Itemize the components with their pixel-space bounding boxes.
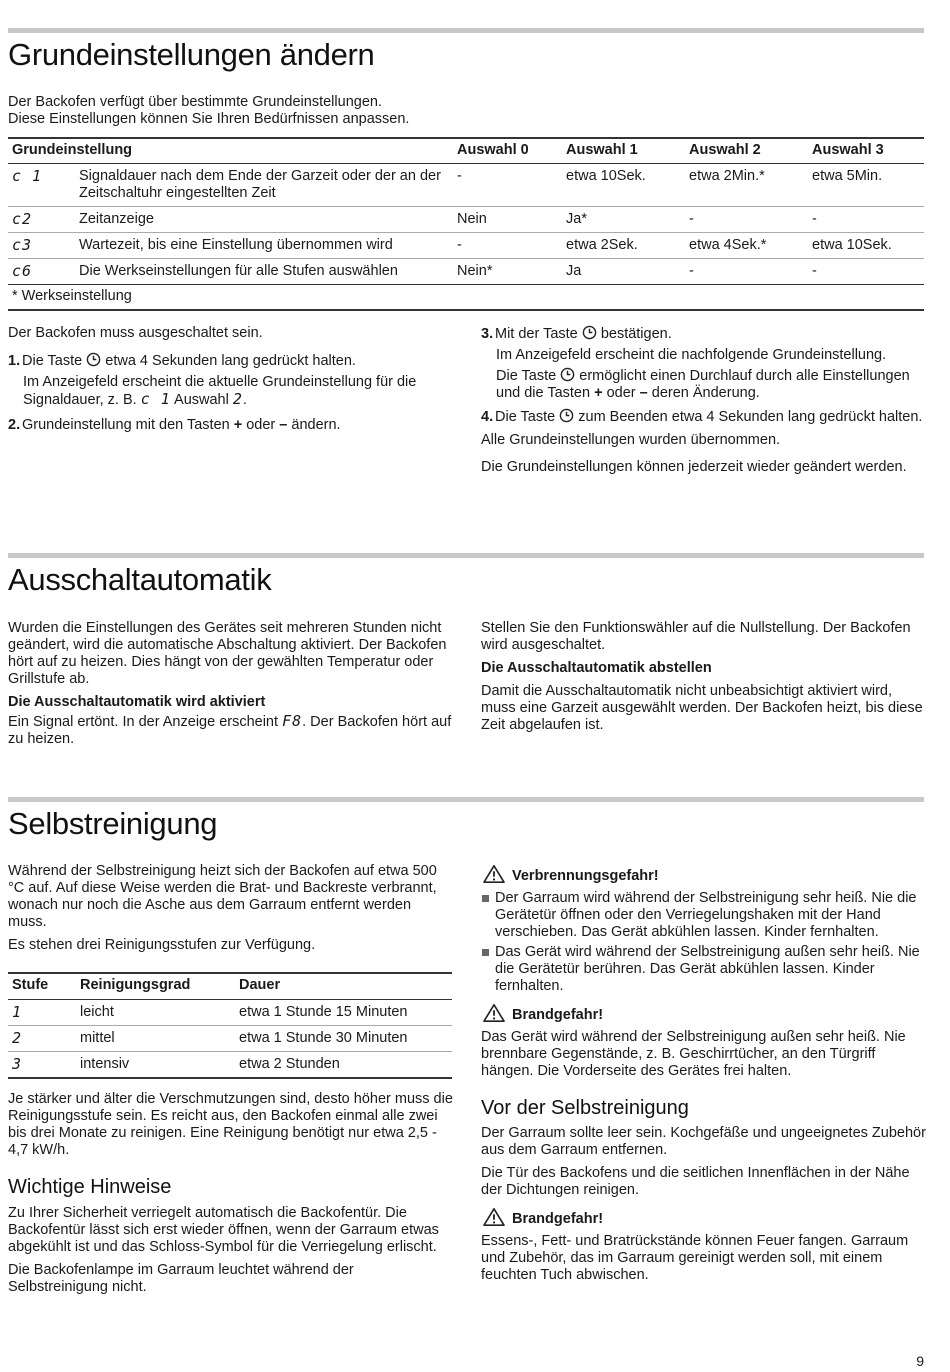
table-footnote-row xyxy=(8,285,924,311)
option-3: etwa 5Min. xyxy=(808,164,924,207)
paragraph: Die Tür des Backofens und die seitlichen Innenflächen in der Nähe der Dichtungen reinigen. xyxy=(481,1165,910,1198)
step-text: oder xyxy=(246,417,276,433)
option-3: - xyxy=(808,259,924,285)
ausschalt-right-column xyxy=(481,620,926,740)
option-2: - xyxy=(685,259,808,285)
warning-triangle-icon xyxy=(481,1207,507,1227)
warning-heading xyxy=(481,1003,926,1024)
paragraph xyxy=(8,713,453,748)
setting-description: Die Werkseinstellungen für alle Stufen auswählen xyxy=(75,259,453,285)
step-detail-text: deren Änderung. xyxy=(651,385,760,401)
subsection-title-wichtige-hinweise: Wichtige Hinweise xyxy=(8,1176,172,1198)
option-3: - xyxy=(808,207,924,233)
clock-icon xyxy=(559,408,574,423)
warning-title: Brandgefahr! xyxy=(512,1007,604,1023)
step-text: zum Beenden etwa 4 Sekunden lang gedrückt halten. xyxy=(578,409,923,425)
setting-description: Zeitanzeige xyxy=(75,207,453,233)
paragraph: Der Garraum sollte leer sein. Kochgefäße und ungeeignetes Zubehör aus dem Garraum entfernen. xyxy=(481,1125,926,1158)
clock-icon xyxy=(86,352,101,367)
table-footnote: * Werkseinstellung xyxy=(8,285,924,311)
warning-bullet: Das Gerät wird während der Selbstreinigung außen sehr heiß. Nie die Gerätetür berühren. Das Gerät abkühlen lassen. Kinder fernhalten. xyxy=(481,944,926,995)
intro-text xyxy=(8,94,468,128)
section-divider xyxy=(8,28,924,33)
paragraph: Essens-, Fett- und Bratrückstände können Feuer fangen. Garraum und Zubehör, das im Garraum gereinigt werden soll, mit einem feuchten Tuch abwischen. xyxy=(481,1233,909,1283)
table-row xyxy=(8,164,924,207)
selbstreinigung-left-lower xyxy=(8,1091,453,1302)
clock-icon xyxy=(560,367,575,382)
step-detail-text: oder xyxy=(606,385,636,401)
paragraph-text: Ein Signal ertönt. In der Anzeige erscheint xyxy=(8,714,279,730)
section-title-selbstreinigung: Selbstreinigung xyxy=(8,806,218,841)
cleaning-duration: etwa 2 Stunden xyxy=(235,1052,452,1079)
step-text: Die Taste xyxy=(495,409,556,425)
cleaning-levels-table xyxy=(8,972,452,1079)
option-1: etwa 2Sek. xyxy=(562,233,685,259)
plus-key-icon: + xyxy=(594,385,603,401)
display-code: 1 xyxy=(8,1000,76,1026)
warning-title: Brandgefahr! xyxy=(512,1211,604,1227)
step-detail-text: Auswahl xyxy=(174,392,229,408)
clock-icon xyxy=(582,325,597,340)
warning-bullet: Der Garraum wird während der Selbstreinigung sehr heiß. Nie die Gerätetür öffnen oder den Verriegelungshaken mit der Hand verschieben. Das Gerät abkühlen lassen. Kinder fernhalten. xyxy=(481,890,926,941)
intro-line: Diese Einstellungen können Sie Ihren Bedürfnissen anpassen. xyxy=(8,111,410,127)
warning-triangle-icon xyxy=(481,1003,507,1023)
setting-description: Signaldauer nach dem Ende der Garzeit oder der an der Zeitschaltuhr eingestellten Zeit xyxy=(75,164,453,207)
option-2: etwa 4Sek.* xyxy=(685,233,808,259)
warning-title: Verbrennungsgefahr! xyxy=(512,868,659,884)
option-0: - xyxy=(453,233,562,259)
subsection-title-vor-der-selbstreinigung: Vor der Selbstreinigung xyxy=(481,1097,689,1119)
display-code: c2 xyxy=(8,207,75,233)
section-divider xyxy=(8,553,924,558)
ausschalt-left-column xyxy=(8,620,453,754)
result-text: Alle Grundeinstellungen wurden übernommen. xyxy=(481,432,781,448)
paragraph: Die Backofenlampe im Garraum leuchtet während der Selbstreinigung nicht. xyxy=(8,1262,354,1295)
steps-left-column xyxy=(8,325,453,434)
step-3 xyxy=(481,325,926,343)
display-code: 2 xyxy=(232,390,243,408)
note-text: Die Grundeinstellungen können jederzeit wieder geändert werden. xyxy=(481,459,907,475)
step-number: 3. xyxy=(481,326,494,342)
paragraph-text: . Der Backofen hört auf zu heizen. xyxy=(8,714,452,747)
step-2 xyxy=(8,417,453,434)
intro-line: Der Backofen verfügt über bestimmte Grundeinstellungen. xyxy=(8,94,382,110)
option-2: - xyxy=(685,207,808,233)
setting-description: Wartezeit, bis eine Einstellung übernommen wird xyxy=(75,233,453,259)
subheading: Die Ausschaltautomatik wird aktiviert xyxy=(8,694,266,710)
step-3-detail xyxy=(481,347,926,402)
display-code: c 1 xyxy=(140,390,171,408)
paragraph: Je stärker und älter die Verschmutzungen sind, desto höher muss die Reinigungsstufe sein. Es reicht aus, den Backofen einmal alle zwei bis drei Monate zu reinigen. Eine Reinigung benötigt nur etwa 2,5 - 4,7 kW/h. xyxy=(8,1091,453,1158)
cleaning-grade: leicht xyxy=(76,1000,235,1026)
table-header: Auswahl 3 xyxy=(808,138,924,164)
step-number: 2. xyxy=(8,417,21,433)
paragraph: Während der Selbstreinigung heizt sich der Backofen auf etwa 500 °C auf. Auf diese Weise werden die Brat- und Backreste verbrannt, wonach nur noch die Asche aus dem Garraum entfernt werden muss. xyxy=(8,863,437,930)
step-text: Die Taste xyxy=(22,353,83,369)
display-code: 3 xyxy=(8,1052,76,1079)
precondition-text: Der Backofen muss ausgeschaltet sein. xyxy=(8,325,263,341)
step-1-detail xyxy=(8,374,453,409)
step-number: 4. xyxy=(481,409,494,425)
step-text: Grundeinstellung mit den Tasten xyxy=(22,417,230,433)
minus-key-icon: – xyxy=(279,417,288,433)
option-0: Nein xyxy=(453,207,562,233)
display-code: c 1 xyxy=(8,164,75,207)
option-1: Ja* xyxy=(562,207,685,233)
selbstreinigung-intro xyxy=(8,863,453,960)
minus-key-icon: – xyxy=(639,385,648,401)
plus-key-icon: + xyxy=(233,417,243,433)
section-title-ausschaltautomatik: Ausschaltautomatik xyxy=(8,562,272,597)
step-detail-text: Die Taste xyxy=(496,368,557,384)
display-code: c3 xyxy=(8,233,75,259)
table-row xyxy=(8,233,924,259)
step-detail-text: . xyxy=(242,392,247,408)
option-2: etwa 2Min.* xyxy=(685,164,808,207)
table-row xyxy=(8,1026,452,1052)
subheading: Die Ausschaltautomatik abstellen xyxy=(481,660,712,676)
table-header: Dauer xyxy=(235,973,452,1000)
cleaning-grade: mittel xyxy=(76,1026,235,1052)
paragraph: Das Gerät wird während der Selbstreinigung außen sehr heiß. Nie brennbare Gegenstände, z. B. Geschirrtücher, an den Türgriff hängen. Die Vorderseite des Gerätes frei halten. xyxy=(481,1029,906,1079)
option-1: Ja xyxy=(562,259,685,285)
table-header: Auswahl 0 xyxy=(453,138,562,164)
option-0: Nein* xyxy=(453,259,562,285)
paragraph: Wurden die Einstellungen des Gerätes seit mehreren Stunden nicht geändert, wird die automatische Abschaltung aktiviert. Der Backofen hört auf zu heizen. Dies hängt von der gewählten Temperatur oder Grillstufe ab. xyxy=(8,620,447,687)
table-header: Grundeinstellung xyxy=(8,138,453,164)
display-code: F8 xyxy=(282,712,303,730)
paragraph: Damit die Ausschaltautomatik nicht unbeabsichtigt aktiviert wird, muss eine Garzeit ausgewählt werden. Der Backofen heizt, bis diese Zeit abgelaufen ist. xyxy=(481,683,923,733)
table-header-row xyxy=(8,138,924,164)
step-detail-text: ermöglicht einen Durchlauf durch alle Einstellungen und die Tasten xyxy=(496,368,910,401)
step-1 xyxy=(8,352,453,370)
step-text: bestätigen. xyxy=(600,326,672,342)
paragraph: Stellen Sie den Funktionswähler auf die Nullstellung. Der Backofen wird ausgeschaltet. xyxy=(481,620,911,653)
table-row xyxy=(8,259,924,285)
step-text: ändern. xyxy=(291,417,341,433)
section-title-grundeinstellungen: Grundeinstellungen ändern xyxy=(8,37,375,72)
section-divider xyxy=(8,797,924,802)
cleaning-duration: etwa 1 Stunde 30 Minuten xyxy=(235,1026,452,1052)
warning-triangle-icon xyxy=(481,864,507,884)
settings-table xyxy=(8,137,924,311)
table-row xyxy=(8,207,924,233)
table-header-row xyxy=(8,973,452,1000)
table-row xyxy=(8,1000,452,1026)
option-3: etwa 10Sek. xyxy=(808,233,924,259)
page-number: 9 xyxy=(916,1353,924,1369)
table-row xyxy=(8,1052,452,1079)
display-code: c6 xyxy=(8,259,75,285)
step-number: 1. xyxy=(8,353,21,369)
option-1: etwa 10Sek. xyxy=(562,164,685,207)
warning-heading xyxy=(481,1207,926,1228)
step-text: Mit der Taste xyxy=(495,326,578,342)
cleaning-grade: intensiv xyxy=(76,1052,235,1079)
cleaning-duration: etwa 1 Stunde 15 Minuten xyxy=(235,1000,452,1026)
selbstreinigung-right-column xyxy=(481,864,926,1290)
step-text: etwa 4 Sekunden lang gedrückt halten. xyxy=(105,353,356,369)
steps-right-column xyxy=(481,325,926,482)
table-header: Reinigungsgrad xyxy=(76,973,235,1000)
paragraph: Es stehen drei Reinigungsstufen zur Verfügung. xyxy=(8,937,316,953)
table-header: Auswahl 1 xyxy=(562,138,685,164)
step-detail-text-2 xyxy=(496,367,926,402)
table-header: Stufe xyxy=(8,973,76,1000)
step-detail-text: Im Anzeigefeld erscheint die aktuelle Grundeinstellung für die Signaldauer, z. B. xyxy=(23,374,417,408)
display-code: 2 xyxy=(8,1026,76,1052)
step-4 xyxy=(481,408,926,426)
warning-heading xyxy=(481,864,926,885)
paragraph: Zu Ihrer Sicherheit verriegelt automatisch die Backofentür. Die Backofentür lässt sich erst wieder öffnen, wenn der Garraum etwas abgekühlt ist und das Schloss-Symbol für die Verriegelung erlischt. xyxy=(8,1205,439,1255)
table-header: Auswahl 2 xyxy=(685,138,808,164)
step-detail-text: Im Anzeigefeld erscheint die nachfolgende Grundeinstellung. xyxy=(496,347,887,363)
option-0: - xyxy=(453,164,562,207)
